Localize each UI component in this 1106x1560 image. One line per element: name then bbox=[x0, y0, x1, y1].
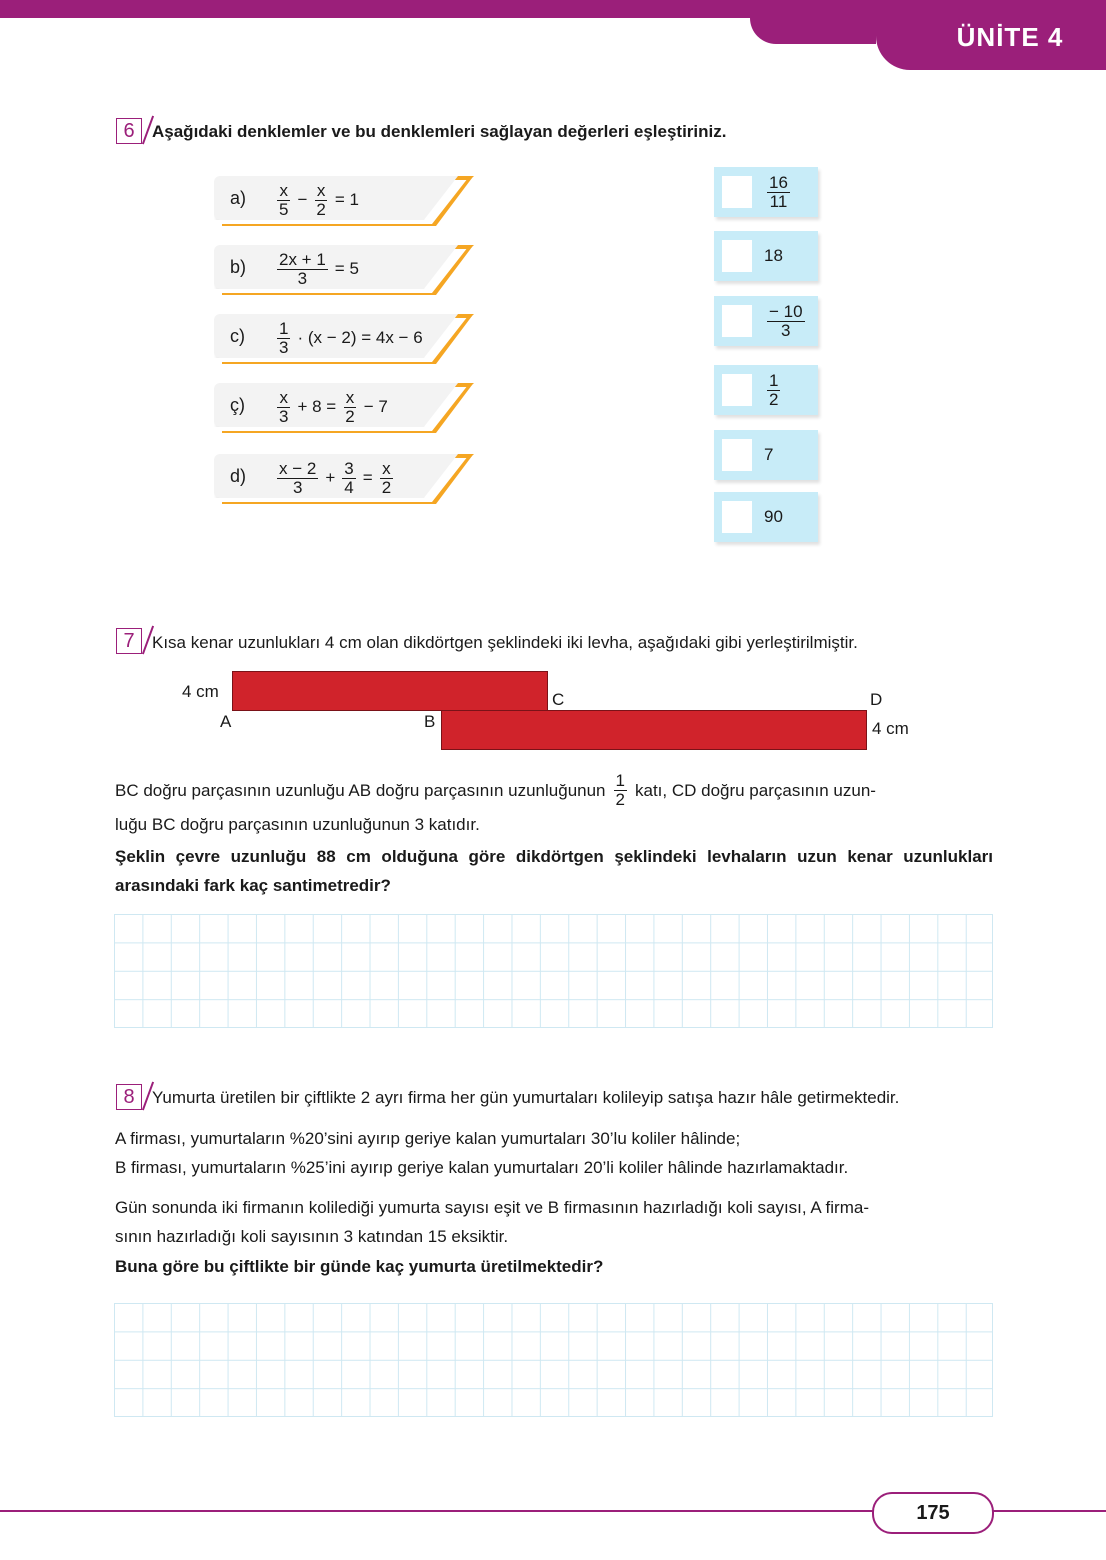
equation-label: a) bbox=[230, 188, 247, 208]
q8-question: Buna göre bu çiftlikte bir günde kaç yumurta üretilmektedir? bbox=[115, 1257, 604, 1276]
denominator: 5 bbox=[279, 199, 289, 219]
left-height-label: 4 cm bbox=[182, 682, 219, 701]
equation-card-d[interactable] bbox=[214, 454, 474, 504]
equation-card-cc[interactable] bbox=[214, 383, 474, 433]
question-number-6: 6 bbox=[116, 118, 142, 144]
answer-card-6[interactable] bbox=[714, 492, 818, 542]
denominator: 2 bbox=[615, 790, 625, 809]
denominator: 3 bbox=[297, 268, 308, 288]
numerator: 3 bbox=[344, 458, 354, 478]
point-d-label: D bbox=[870, 690, 883, 709]
rectangle-right bbox=[441, 710, 867, 750]
answer-card-2[interactable] bbox=[714, 231, 818, 281]
operator: + bbox=[325, 468, 336, 487]
equation-label: b) bbox=[230, 257, 247, 277]
equation-rest: − 7 bbox=[363, 397, 388, 416]
equation-cc bbox=[274, 385, 392, 429]
equation-label: ç) bbox=[230, 395, 245, 415]
answer-box[interactable] bbox=[722, 176, 752, 208]
q8-line-a: A firması, yumurtaların %20’sini ayırıp geriye kalan yumurtaları 30’lu koliler hâlinde; bbox=[115, 1129, 741, 1148]
point-a-label: A bbox=[220, 712, 232, 731]
answer-card-5[interactable] bbox=[714, 430, 818, 480]
answer-box[interactable] bbox=[722, 240, 752, 272]
text-segment: katı, CD doğru parçasının uzun- bbox=[634, 780, 876, 800]
denominator: 2 bbox=[381, 477, 392, 497]
equation-card-b[interactable] bbox=[214, 245, 474, 295]
numerator: x bbox=[382, 458, 391, 478]
question-number-7: 7 bbox=[116, 628, 142, 654]
q8-prompt: Yumurta üretilen bir çiftlikte 2 ayrı firma her gün yumurtaları kolileyip satışa hazır hâle getirmektedir. bbox=[152, 1088, 900, 1107]
operator: − bbox=[297, 190, 308, 209]
numerator: x bbox=[279, 180, 288, 200]
q8-line-c2: sının hazırladığı koli sayısının 3 katından 15 eksiktir. bbox=[115, 1227, 509, 1246]
q7-question: Şeklin çevre uzunluğu 88 cm olduğuna göre dikdörtgen şeklindeki levhaların uzun kenar uzunlukları arasındaki fark kaç santimetredir? bbox=[115, 847, 993, 895]
footer-line bbox=[0, 1510, 880, 1512]
footer-line-right bbox=[990, 1510, 1106, 1512]
denominator: 2 bbox=[769, 389, 779, 409]
rectangle-left bbox=[232, 671, 548, 711]
point-c-label: C bbox=[552, 690, 565, 709]
equation-rest: = 1 bbox=[334, 190, 359, 209]
answer-box[interactable] bbox=[722, 305, 752, 337]
numerator: 1 bbox=[279, 318, 289, 338]
one-half-fraction bbox=[614, 772, 627, 809]
numerator: x bbox=[279, 387, 288, 407]
q7-prompt: Kısa kenar uzunlukları 4 cm olan dikdörtgen şeklindeki iki levha, aşağıdaki gibi yerleştirilmiştir. bbox=[152, 633, 858, 652]
operator: = bbox=[362, 468, 373, 487]
numerator: 16 bbox=[769, 172, 788, 192]
answer-box[interactable] bbox=[722, 374, 752, 406]
answer-card-4[interactable] bbox=[714, 365, 818, 415]
equation-rest: · (x − 2) = 4x − 6 bbox=[297, 328, 423, 347]
equation-a bbox=[274, 178, 363, 222]
text-segment: BC doğru parçasının uzunluğu AB doğru parçasının uzunluğunun bbox=[115, 780, 606, 800]
point-b-label: B bbox=[424, 712, 436, 731]
numerator: 1 bbox=[615, 771, 625, 790]
page-number: 175 bbox=[872, 1492, 994, 1534]
answer-box[interactable] bbox=[722, 501, 752, 533]
denominator: 11 bbox=[769, 191, 788, 211]
answer-grid-q7[interactable] bbox=[114, 914, 993, 1028]
denominator: 4 bbox=[344, 477, 354, 497]
answer-card-3[interactable] bbox=[714, 296, 818, 346]
equation-label: d) bbox=[230, 466, 247, 486]
denominator: 2 bbox=[316, 199, 326, 219]
equation-b bbox=[274, 247, 363, 291]
q8-line-c1: Gün sonunda iki firmanın kolilediği yumurta sayısı eşit ve B firmasının hazırladığı koli sayısı, A firma- bbox=[115, 1198, 869, 1217]
q8-line-b: B firması, yumurtaların %25’ini ayırıp geriye kalan yumurtaları 20’li koliler hâlinde hazırlamaktadır. bbox=[115, 1158, 849, 1177]
q7-text-line1 bbox=[115, 772, 995, 809]
answer-grid-q8[interactable] bbox=[114, 1303, 993, 1417]
numerator: x bbox=[345, 387, 355, 407]
q7-text-line2: luğu BC doğru parçasının uzunluğunun 3 katıdır. bbox=[115, 815, 480, 834]
equation-c bbox=[274, 316, 427, 360]
denominator: 3 bbox=[781, 320, 791, 340]
q6-prompt: Aşağıdaki denklemler ve bu denklemleri sağlayan değerleri eşleştiriniz. bbox=[152, 122, 727, 141]
question-number-8: 8 bbox=[116, 1084, 142, 1110]
answer-box[interactable] bbox=[722, 439, 752, 471]
right-height-label: 4 cm bbox=[872, 719, 909, 738]
answer-fraction bbox=[767, 303, 805, 340]
operator: + 8 = bbox=[297, 397, 337, 416]
numerator: x − 2 bbox=[279, 458, 317, 478]
header-tab-curve bbox=[750, 18, 876, 44]
answer-value: 7 bbox=[764, 445, 774, 464]
answer-value: 18 bbox=[764, 246, 783, 265]
answer-fraction bbox=[767, 174, 790, 211]
unit-label: ÜNİTE 4 bbox=[956, 22, 1064, 52]
equation-card-c[interactable] bbox=[214, 314, 474, 364]
equation-label: c) bbox=[230, 326, 245, 346]
answer-card-1[interactable] bbox=[714, 167, 818, 217]
numerator: x bbox=[316, 180, 326, 200]
numerator: 2x + 1 bbox=[279, 249, 326, 269]
equation-d bbox=[274, 456, 396, 500]
equation-rest: = 5 bbox=[334, 259, 359, 278]
answer-fraction bbox=[767, 372, 780, 409]
numerator: − 10 bbox=[769, 301, 803, 321]
denominator: 3 bbox=[279, 406, 289, 426]
numerator: 1 bbox=[769, 370, 779, 390]
denominator: 2 bbox=[345, 406, 355, 426]
denominator: 3 bbox=[279, 337, 289, 357]
answer-value: 90 bbox=[764, 507, 783, 526]
equation-card-a[interactable] bbox=[214, 176, 474, 226]
denominator: 3 bbox=[292, 477, 303, 497]
